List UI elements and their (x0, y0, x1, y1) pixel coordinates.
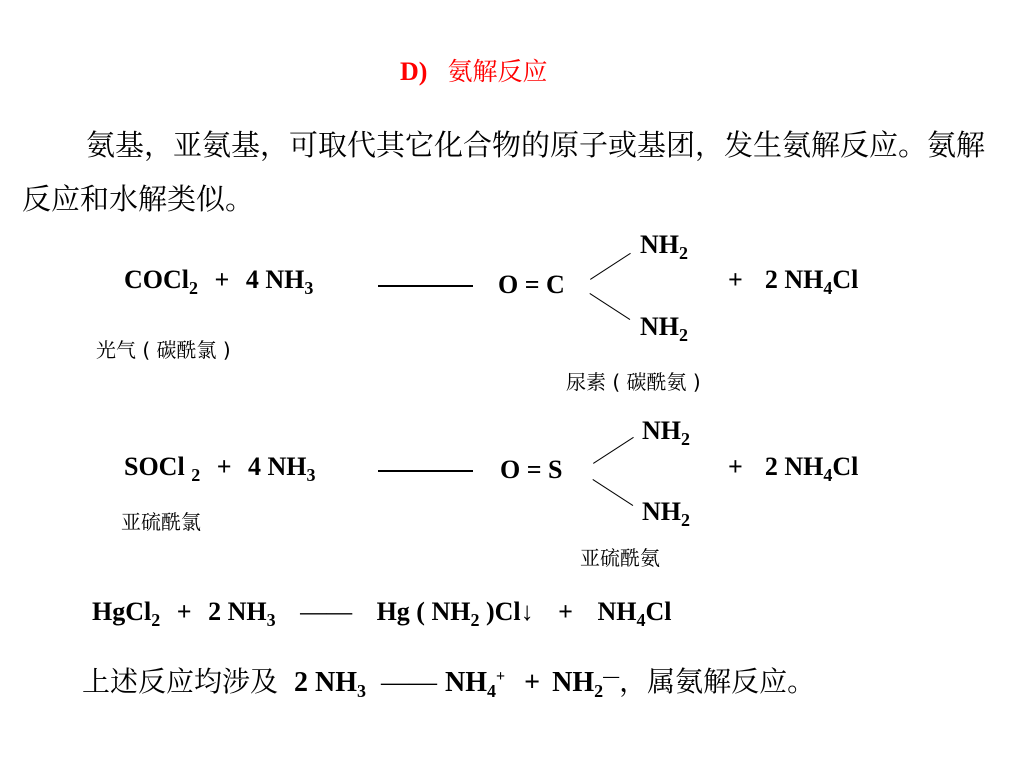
subscript: 2 (681, 510, 690, 530)
subscript: 4 (823, 465, 833, 485)
subscript: 2 (151, 610, 161, 630)
subscript: 3 (266, 610, 276, 630)
section-label: D) (400, 57, 428, 86)
reaction-arrow-line (378, 470, 473, 472)
label-text: 尿素 (566, 370, 606, 394)
subscript: 4 (487, 681, 497, 701)
reaction1-reactants (124, 265, 314, 298)
summary-line (82, 660, 815, 700)
reactant-mercury-chloride: HgCl (92, 597, 152, 626)
section-title (400, 52, 547, 88)
bond-line-bottom (589, 293, 630, 320)
plus-sign: + (176, 597, 192, 626)
subscript: 2 (189, 278, 198, 298)
group-text: NH (642, 416, 681, 445)
reactant-ammonia: 4 NH (245, 265, 305, 294)
plus-sign: + (524, 667, 541, 698)
product-text-end: Cl (645, 597, 672, 626)
plus-sign: + (214, 265, 230, 294)
summary-ammonium: NH (445, 667, 488, 698)
label-phosgene (96, 334, 231, 363)
reactant-ammonia: 4 NH (248, 452, 307, 481)
product-text: 2 NH (764, 265, 824, 294)
reaction2-center: O = S (500, 455, 563, 484)
subscript: 2 (679, 325, 688, 345)
reaction1-nh2-bottom (640, 312, 688, 345)
label-paren-text: ( 碳酰氯 ) (142, 338, 231, 362)
subscript: 2 (681, 429, 690, 449)
plus-sign: + (216, 452, 232, 481)
product-mercury-amide: Hg ( NH (376, 597, 471, 626)
subscript: 2 (679, 243, 688, 263)
group-text: NH (640, 312, 679, 341)
reactant-ammonia: 2 NH (208, 597, 267, 626)
reaction-dash: —— (300, 597, 353, 626)
label-paren-text: ( 碳酰氨 ) (612, 370, 701, 394)
bond-line-bottom (592, 479, 633, 506)
reactant-phosgene: COCl (124, 265, 189, 294)
subscript: 2 (470, 610, 480, 630)
subscript: 3 (306, 465, 316, 485)
section-title-text: 氨解反应 (447, 57, 548, 86)
reaction2-nh2-top (642, 416, 690, 449)
label-text: 光气 (96, 338, 136, 362)
subscript: 3 (304, 278, 314, 298)
reaction3-equation (92, 597, 672, 630)
summary-amide-ion: NH (552, 667, 595, 698)
product-ammonium-chloride: NH (597, 597, 637, 626)
plus-sign: + (728, 265, 743, 294)
bond-line-top (590, 253, 631, 280)
subscript: 4 (636, 610, 646, 630)
summary-ammonia: 2 NH (294, 667, 358, 698)
superscript: + (496, 668, 506, 685)
product-text: 2 NH (764, 452, 824, 481)
subscript: 2 (594, 681, 604, 701)
group-text: NH (642, 497, 681, 526)
subscript: 2 (191, 465, 201, 485)
reaction1-nh2-top (640, 230, 688, 263)
product-text-end: Cl (832, 265, 859, 294)
reaction1-center: O = C (498, 270, 565, 299)
reaction-dash: —— (381, 667, 438, 698)
bond-line-top (593, 437, 634, 464)
group-text: NH (640, 230, 679, 259)
plus-sign: + (728, 452, 743, 481)
plus-sign: + (558, 597, 573, 626)
product-text-end: )Cl↓ (479, 597, 534, 626)
intro-paragraph: 氨基，亚氨基，可取代其它化合物的原子或基团，发生氨解反应。氨解反应和水解类似。 (22, 128, 986, 216)
summary-prefix: 上述反应均涉及 (82, 665, 279, 698)
summary-suffix: ，属氨解反应。 (619, 665, 816, 698)
reactant-thionyl-chloride: SOCl (124, 452, 192, 481)
label-thionyl-chloride: 亚硫酰氯 (121, 510, 201, 534)
subscript: 4 (823, 278, 833, 298)
reaction2-reactants (124, 452, 316, 485)
label-urea (566, 366, 701, 395)
reaction-arrow-line (378, 285, 473, 287)
product-text-end: Cl (832, 452, 859, 481)
superscript: — (603, 668, 620, 685)
reaction1-byproduct (728, 265, 859, 298)
label-thionyl-amide: 亚硫酰氨 (580, 546, 660, 570)
subscript: 3 (357, 681, 367, 701)
reaction2-byproduct (728, 452, 859, 485)
reaction2-nh2-bottom (642, 497, 690, 530)
